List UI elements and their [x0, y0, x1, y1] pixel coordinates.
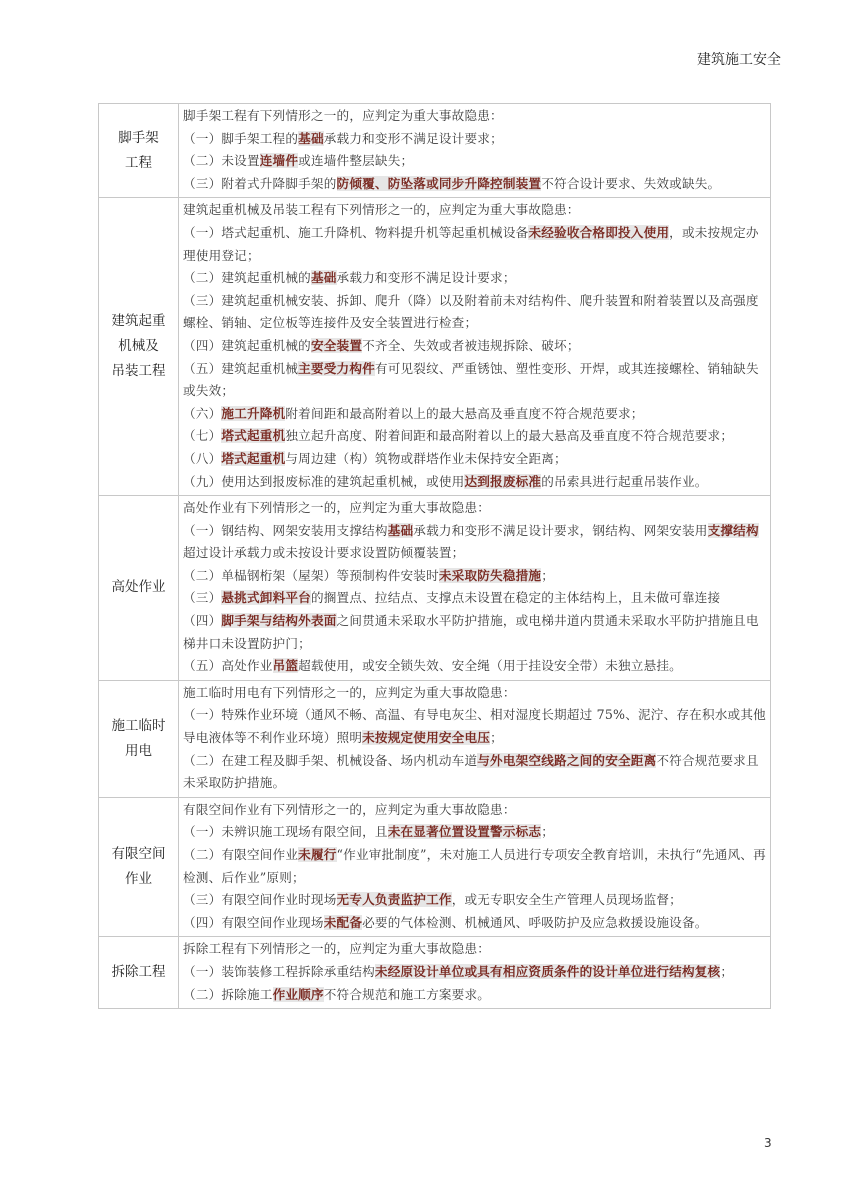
category-label-line: 工程: [125, 154, 152, 171]
item-text: （六）: [183, 405, 222, 421]
highlighted-keyword: 安全装置: [310, 337, 363, 353]
hazard-item: [183, 448, 768, 471]
hazard-item: [183, 655, 768, 678]
description-cell: [179, 496, 771, 681]
item-text: （一）特殊作业环境（通风不畅、高温、有导电灰尘、相对湿度长期超过 75%、泥泞、存在积水或其他导电液体等不利作业环境）照明: [183, 707, 766, 746]
category-cell: [99, 680, 179, 797]
highlighted-keyword: 基础: [298, 130, 324, 146]
item-text: 承载力和变形不满足设计要求；: [323, 130, 503, 146]
hazard-item: [183, 961, 768, 984]
item-text: ；: [490, 730, 503, 746]
hazard-item: [183, 889, 768, 912]
item-text: （二）建筑起重机械的: [183, 270, 311, 286]
item-text: （七）: [183, 428, 222, 444]
highlighted-keyword: 未经原设计单位或具有相应资质条件的设计单位进行结构复核: [374, 963, 721, 979]
hazard-item: [183, 150, 768, 173]
section-intro: 脚手架工程有下列情形之一的，应判定为重大事故隐患：: [183, 108, 503, 123]
hazard-item: [183, 290, 768, 335]
table-row: [99, 797, 771, 937]
item-text: 的搁置点、拉结点、支撑点未设置在稳定的主体结构上，且未做可靠连接: [310, 590, 721, 606]
section-intro: 拆除工程有下列情形之一的，应判定为重大事故隐患：: [183, 941, 491, 957]
description-cell: [179, 680, 771, 797]
hazard-item: [183, 520, 768, 565]
item-text: （八）: [183, 450, 222, 466]
item-text: （三）有限空间作业时现场: [183, 892, 337, 908]
highlighted-keyword: 达到报废标准: [464, 473, 542, 489]
hazard-item: [183, 173, 768, 196]
highlighted-keyword: 吊篮: [272, 658, 299, 674]
item-text: （二）在建工程及脚手架、机械设备、场内机动车道: [183, 752, 478, 768]
section-intro: 施工临时用电有下列情形之一的，应判定为重大事故隐患：: [183, 684, 516, 700]
highlighted-keyword: 未履行: [298, 847, 337, 862]
highlighted-keyword: 无专人负责监护工作: [336, 892, 452, 908]
hazard-item: [183, 565, 768, 588]
highlighted-keyword: 与外电架空线路之间的安全距离: [477, 752, 657, 768]
hazard-item: [183, 222, 768, 267]
category-label-line: 拆除工程: [111, 964, 166, 981]
item-text: （五）建筑起重机械: [183, 360, 299, 376]
item-text: （五）高处作业: [183, 658, 273, 674]
highlighted-keyword: 防倾覆、防坠落或同步升降控制装置: [336, 175, 542, 191]
section-intro: 有限空间作业有下列情形之一的，应判定为重大事故隐患：: [183, 801, 516, 817]
section-intro: 高处作业有下列情形之一的，应判定为重大事故隐患：: [183, 500, 491, 516]
highlighted-keyword: 脚手架与结构外表面: [221, 613, 337, 629]
item-text: （四）: [183, 613, 222, 629]
item-text: 不符合规范和施工方案要求。: [323, 986, 491, 1002]
hazard-item: [183, 984, 768, 1007]
category-label-line: 作业: [125, 871, 152, 888]
table-row: [99, 198, 771, 496]
item-text: （三）: [183, 590, 222, 606]
category-cell: [99, 937, 179, 1009]
highlighted-keyword: 未采取防失稳措施: [438, 567, 542, 583]
item-text: 不齐全、失效或者被违规拆除、破坏；: [362, 337, 580, 353]
item-text: 必要的气体检测、机械通风、呼吸防护及应急救援设施设备。: [362, 914, 708, 930]
category-cell: [99, 797, 179, 937]
hazard-item: [183, 267, 768, 290]
item-text: 或连墙件整层缺失；: [298, 153, 414, 169]
item-text: 不符合规范要求且未采取防护措施。: [183, 752, 759, 791]
item-text: （四）有限空间作业现场: [183, 914, 324, 930]
item-text: 与周边建（构）筑物或群塔作业未保持安全距离；: [285, 450, 567, 466]
description-cell: [179, 937, 771, 1009]
highlighted-keyword: 基础: [310, 270, 337, 286]
item-text: （二）单榀钢桁架（屋架）等预制构件安装时: [183, 567, 439, 583]
item-text: （二）拆除施工: [183, 986, 273, 1002]
highlighted-keyword: 连墙件: [259, 153, 299, 169]
category-label-line: 施工临时: [111, 717, 166, 734]
hazard-item: [183, 128, 768, 151]
category-label-line: 脚手架: [118, 129, 159, 146]
item-text: 之间贯通未采取水平防护措施，或电梯井道内贯通未采取水平防护措施且电梯井口未设置防护门；: [183, 613, 759, 651]
item-text: ，或无专职安全生产管理人员现场监督；: [451, 892, 682, 908]
item-text: ；: [541, 824, 555, 840]
category-label-line: 建筑起重: [111, 313, 166, 330]
item-text: “作业审批制度”，未对施工人员进行专项安全教育培训，未执行“先通风、再检测、后作业”原则；: [183, 847, 766, 885]
item-text: 承载力和变形不满足设计要求，钢结构、网架安装用: [413, 522, 708, 538]
category-label-line: 高处作业: [111, 579, 166, 596]
item-text: 不符合设计要求、失效或缺失。: [541, 175, 721, 191]
description-cell: [179, 198, 771, 496]
item-text: （一）未辨识施工现场有限空间，且: [183, 824, 388, 840]
table-row: [99, 104, 771, 198]
highlighted-keyword: 塔式起重机: [221, 428, 286, 444]
item-text: （四）建筑起重机械的: [183, 337, 311, 353]
category-cell: [99, 496, 179, 681]
item-text: 超过设计承载力或未按设计要求设置防倾覆装置；: [183, 545, 465, 561]
hazard-table-body: [99, 104, 771, 1009]
highlighted-keyword: 悬挑式卸料平台: [221, 590, 311, 606]
hazard-item: [183, 403, 768, 426]
hazard-item: [183, 704, 768, 749]
page-number: 3: [764, 1136, 772, 1150]
item-text: 附着间距和最高附着以上的最大悬高及垂直度不符合规范要求；: [285, 405, 644, 421]
table-row: [99, 496, 771, 681]
item-text: 超载使用，或安全锁失效、安全绳（用于挂设安全带）未独立悬挂。: [298, 658, 682, 674]
description-cell: [179, 104, 771, 198]
highlighted-keyword: 作业顺序: [272, 986, 324, 1002]
hazard-item: [183, 358, 768, 403]
page-header-title: 建筑施工安全: [697, 52, 781, 68]
category-label-line: 用电: [125, 742, 152, 759]
item-text: （一）钢结构、网架安装用支撑结构: [183, 522, 388, 538]
highlighted-keyword: 未配备: [323, 914, 363, 930]
item-text: 承载力和变形不满足设计要求；: [336, 270, 516, 286]
item-text: ，或未按规定办理使用登记；: [183, 224, 759, 263]
table-row: [99, 937, 771, 1009]
description-cell: [179, 797, 771, 937]
section-intro: 建筑起重机械及吊装工程有下列情形之一的，应判定为重大事故隐患：: [183, 202, 580, 218]
item-text: （三）建筑起重机械安装、拆卸、爬升（降）以及附着前未对结构件、爬升装置和附着装置以及高强度螺栓、销轴、定位板等连接件及安全装置进行检查；: [183, 292, 759, 331]
hazard-item: [183, 425, 768, 448]
item-text: （九）使用达到报废标准的建筑起重机械，或使用: [183, 473, 465, 489]
hazard-item: [183, 610, 768, 655]
highlighted-keyword: 施工升降机: [221, 405, 286, 421]
category-label-line: 有限空间: [111, 846, 166, 863]
highlighted-keyword: 支撑结构: [707, 522, 759, 538]
highlighted-keyword: 未在显著位置设置警示标志: [387, 824, 542, 840]
category-cell: [99, 104, 179, 198]
item-text: ；: [720, 963, 734, 979]
highlighted-keyword: 塔式起重机: [221, 450, 286, 466]
item-text: 有可见裂纹、严重锈蚀、塑性变形、开焊，或其连接螺栓、销轴缺失或失效；: [183, 360, 759, 399]
highlighted-keyword: 基础: [387, 522, 414, 538]
highlighted-keyword: 未按规定使用安全电压: [362, 730, 491, 746]
hazard-table: [98, 103, 771, 1009]
item-text: （二）有限空间作业: [183, 847, 299, 862]
highlighted-keyword: 主要受力构件: [298, 360, 375, 376]
category-label-line: 机械及: [118, 338, 159, 355]
item-text: ；: [541, 567, 555, 583]
category-label-line: 吊装工程: [111, 363, 166, 380]
table-row: [99, 680, 771, 797]
item-text: （二）未设置: [183, 153, 260, 169]
hazard-item: [183, 821, 768, 844]
hazard-item: [183, 844, 768, 889]
item-text: （一）装饰装修工程拆除承重结构: [183, 963, 375, 979]
item-text: （三）附着式升降脚手架的: [183, 175, 337, 191]
item-text: 的吊索具进行起重吊装作业。: [541, 473, 708, 489]
hazard-item: [183, 750, 768, 795]
item-text: （一）脚手架工程的: [183, 130, 299, 146]
hazard-item: [183, 471, 768, 494]
hazard-item: [183, 335, 768, 358]
hazard-item: [183, 587, 768, 610]
item-text: 独立起升高度、附着间距和最高附着以上的最大悬高及垂直度不符合规范要求；: [285, 428, 734, 444]
category-cell: [99, 198, 179, 496]
hazard-item: [183, 912, 768, 935]
highlighted-keyword: 未经验收合格即投入使用: [528, 224, 670, 240]
item-text: （一）塔式起重机、施工升降机、物料提升机等起重机械设备: [183, 224, 529, 240]
